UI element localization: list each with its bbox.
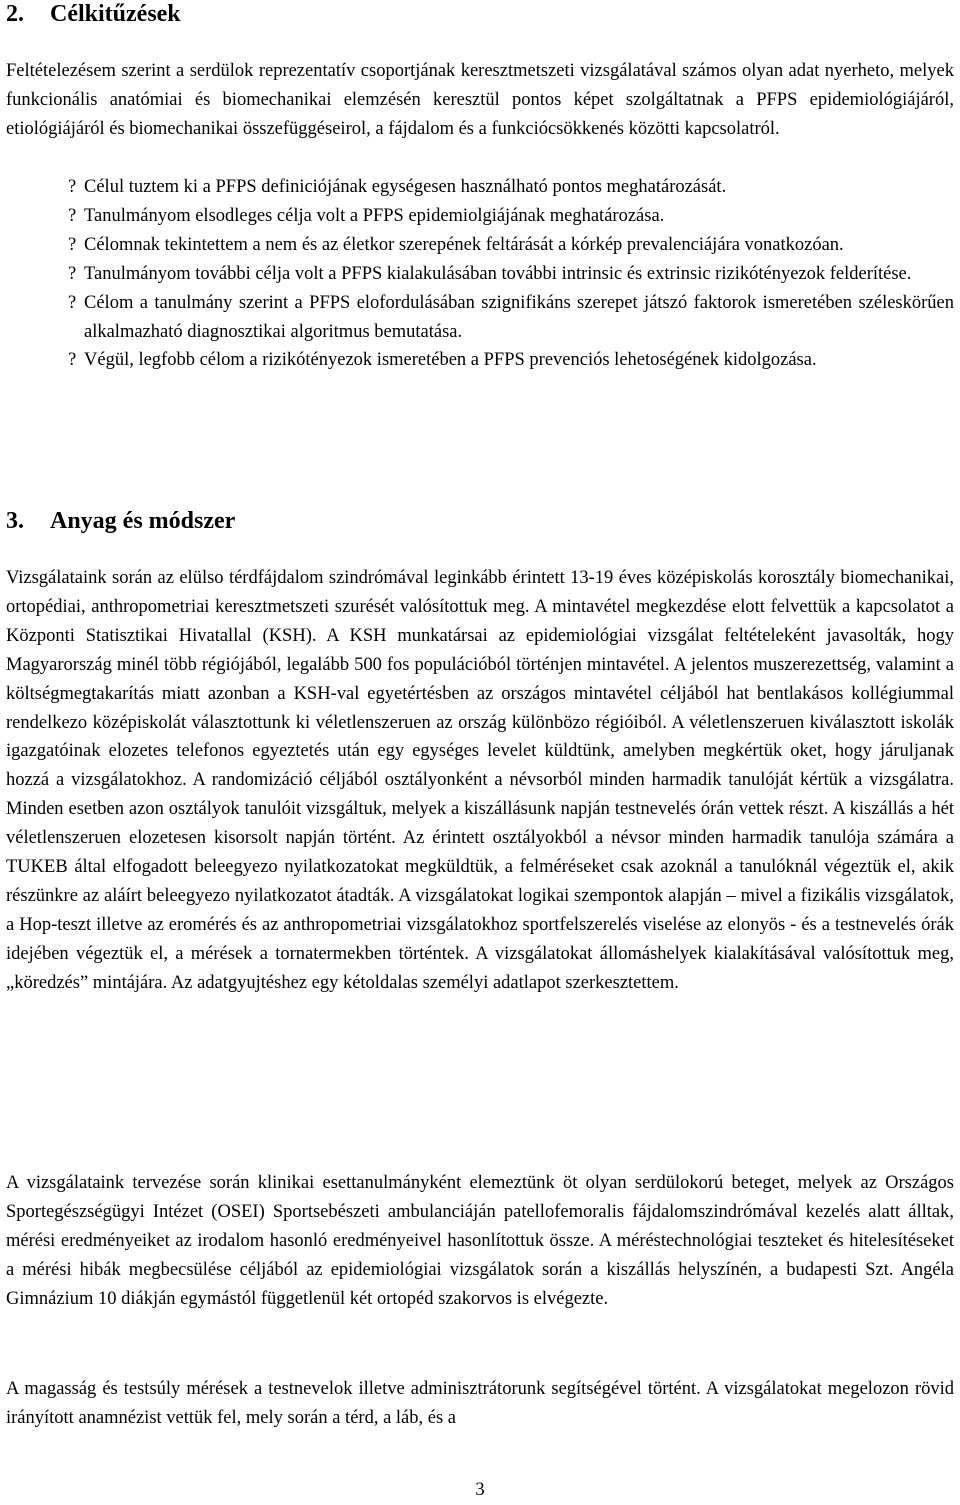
goal-item [6, 346, 954, 375]
section-2-heading [6, 0, 181, 28]
methods-paragraph-1: Vizsgálataink során az elülso térdfájdalom szindrómával leginkább érintett 13-19 éves középiskolás korosztály biomechanikai, ortopédiai, anthropometriai keresztmetszeti szurését valósítottuk meg. A mintavétel megkezdése elott felvettük a kapcsolatot a Központi Statisztikai Hivatallal (KSH). A KSH munkatársai az epidemiológiai vizsgálat feltételeként javasolták, hogy Magyarország minél több régiójából, legalább 500 fos populációból történjen mintavétel. A jelentos muszerezettség, valamint a költségmegtakarítás miatt azonban a KSH-val egyetértésben az országos mintavétel céljából hat bentlakásos kollégiummal rendelkezo középiskolát választottunk ki véletlenszeruen az ország különbözo régióiból. A véletlenszeruen kiválasztott iskolák igazgatóinak elozetes telefonos egyeztetés után egy egységes levelet küldtünk, amelyben megkértük oket, hogy járuljanak hozzá a vizsgálatokhoz. A randomizáció céljából osztályonként a névsorból minden harmadik tanulóját kértük a vizsgálatra. Minden esetben azon osztályok tanulóit vizsgáltuk, melyek a kiszállásunk napján testnevelés órán vettek részt. A kiszállás a hét véletlenszeruen elozetesen kisorsolt napján történt. Az érintett osztályokból a névsor minden harmadik tanulója számára a TUKEB által elfogadott beleegyezo nyilatkozatokat megküldtük, a felméréseket csak azoknál a tanulóknál végeztük el, akik részünkre az aláírt beleegyezo nyilatkozatot átadták. A vizsgálatokat logikai szempontok alapján – mivel a fizikális vizsgálatok, a Hop-teszt illetve az eromérés és az anthropometriai vizsgálatokhoz sportfelszerelés viselése az elonyös - és a testnevelés órák idejében végeztük el, a mérések a tornatermekben történtek. A vizsgálatokat állomáshelyek kialakításával valósítottuk meg, „köredzés” mintájára. Az adatgyujtéshez egy kétoldalas személyi adatlapot szerkesztettem. [6, 568, 954, 993]
section-2-intro: Feltételezésem szerint a serdülok reprezentatív csoportjának keresztmetszeti vizsgálatával számos olyan adat nyerheto, melyek funkcionális anatómiai és biomechanikai elemzésén keresztül pontos képet szolgáltatnak a PFPS epidemiológiájáról, etiológiájáról és biomechanikai összefüggéseirol, a fájdalom és a funkciócsökkenés közötti kapcsolatról. [6, 61, 954, 139]
bullet-mark: ? [68, 205, 77, 226]
bullet-mark: ? [68, 263, 77, 284]
goal-item [6, 173, 954, 202]
bullet-mark: ? [68, 177, 77, 197]
section-3-title: Anyag és módszer [50, 508, 236, 534]
section-2-number: 2. [6, 1, 24, 27]
goal-text: Tanulmányom elsodleges célja volt a PFPS epidemiolgiájának meghatározása. [84, 205, 665, 226]
goal-item [6, 260, 954, 289]
section-2-title: Célkitűzések [50, 1, 181, 27]
bullet-mark: ? [68, 234, 77, 255]
section-3-number: 3. [6, 508, 24, 534]
methods-paragraph-2: A vizsgálataink tervezése során klinikai esettanulmányként elemeztünk öt olyan serdülokorú beteget, melyek az Országos Sportegészségügyi Intézet (OSEI) Sportsebészeti ambulanciáján patellofemoralis fájdalomszindrómával kezelés alatt álltak, mérési eredményeiket az irodalom hasonló eredményeivel hasonlítottuk össze. A méréstechnológiai teszteket és hitelesítéseket a mérési hibák megbecsülése céljából az epidemiológiai vizsgálatok során a kiszállás helyszínén, a budapesti Szt. Angéla Gimnázium 10 diákján egymástól függetlenül két ortopéd szakorvos is elvégezte. [6, 1173, 954, 1309]
goal-text: Célomnak tekintettem a nem és az életkor szerepének feltárását a kórkép prevalenciájára vonatkozóan. [84, 234, 844, 255]
goals-list [6, 173, 954, 375]
goal-item [6, 231, 954, 260]
bullet-mark: ? [68, 350, 77, 371]
goal-text: Tanulmányom további célja volt a PFPS kialakulásában további intrinsic és extrinsic rizikótényezok felderítése. [84, 263, 912, 284]
bullet-mark: ? [68, 292, 77, 313]
goal-item [6, 289, 954, 347]
section-3-heading [6, 507, 235, 535]
methods-paragraph-3: A magasság és testsúly mérések a testnevelok illetve adminisztrátorunk segítségével történt. A vizsgálatokat megelozon rövid irányított anamnézist vettük fel, mely során a térd, a láb, és a [6, 1379, 954, 1428]
goal-item [6, 202, 954, 231]
page-number: 3 [475, 1480, 485, 1500]
goal-text: Célom a tanulmány szerint a PFPS elofordulásában szignifikáns szerepet játszó faktorok ismeretében széleskörűen alkalmazható diagnosztikai algoritmus bemutatása. [84, 292, 954, 342]
goal-text: Célul tuztem ki a PFPS definiciójának egységesen használható pontos meghatározását. [84, 177, 727, 197]
goal-text: Végül, legfobb célom a rizikótényezok ismeretében a PFPS prevenciós lehetoségének kidolgozása. [84, 350, 817, 371]
